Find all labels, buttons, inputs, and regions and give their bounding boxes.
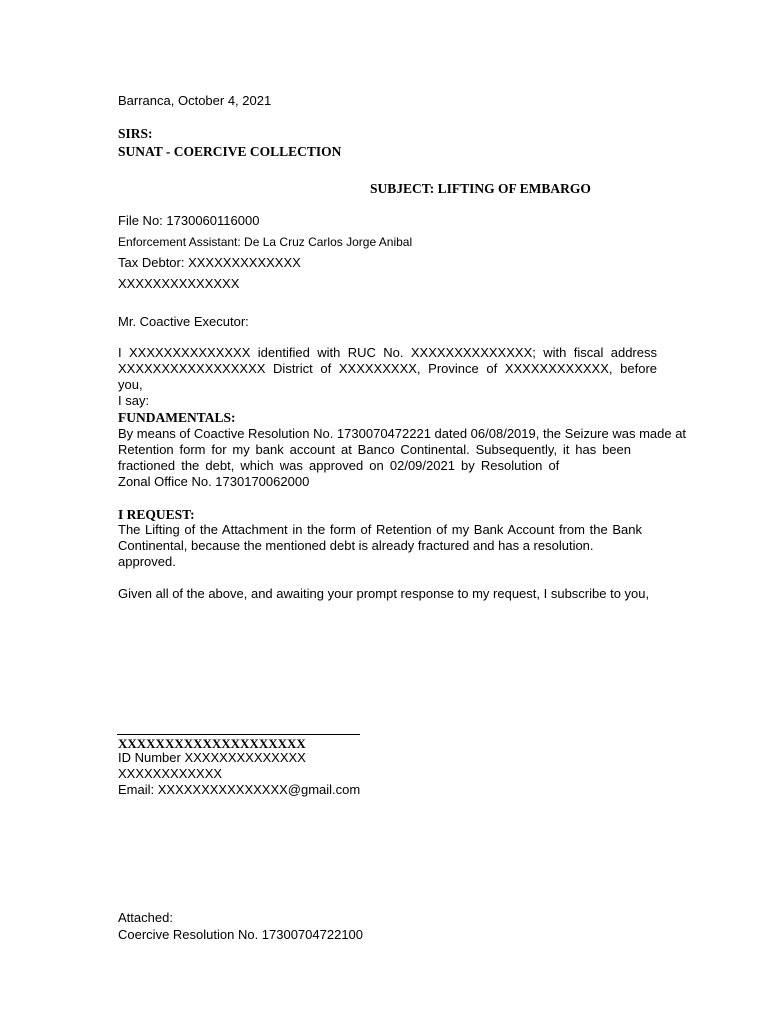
subject-line: SUBJECT: LIFTING OF EMBARGO (370, 181, 591, 196)
request-line: approved. (118, 554, 176, 569)
intro-line: I say: (118, 393, 150, 408)
salutation-recipient: SUNAT - COERCIVE COLLECTION (118, 144, 342, 159)
request-paragraph (118, 522, 642, 570)
attached-label: Attached: (118, 910, 173, 925)
signer-detail: XXXXXXXXXXXX (118, 766, 223, 781)
salutation-sirs: SIRS: (118, 126, 153, 141)
attached-item: Coercive Resolution No. 17300704722100 (118, 927, 364, 942)
fundamentals-heading: FUNDAMENTALS: (118, 410, 236, 425)
tax-debtor: Tax Debtor: XXXXXXXXXXXXX (118, 255, 301, 270)
date-line: Barranca, October 4, 2021 (118, 93, 272, 108)
closing-line: Given all of the above, and awaiting your prompt response to my request, I subscribe to you, (118, 586, 650, 601)
fundamentals-line: fractioned the debt, which was approved on 02/09/2021 by Resolution of (118, 458, 560, 473)
intro-line: I XXXXXXXXXXXXXX identified with RUC No. XXXXXXXXXXXXXX; with fiscal address (118, 345, 657, 360)
fundamentals-paragraph (118, 426, 687, 490)
tax-debtor-continued: XXXXXXXXXXXXXX (118, 276, 240, 291)
enforcement-assistant: Enforcement Assistant: De La Cruz Carlos Jorge Anibal (118, 235, 413, 249)
intro-paragraph (118, 345, 657, 409)
signer-email: Email: XXXXXXXXXXXXXXX@gmail.com (118, 782, 361, 797)
addressee: Mr. Coactive Executor: (118, 314, 249, 329)
id-number: ID Number XXXXXXXXXXXXXX (118, 750, 306, 765)
request-line: Continental, because the mentioned debt is already fractured and has a resolution. (118, 538, 594, 553)
intro-line: XXXXXXXXXXXXXXXXX District of XXXXXXXXX, Province of XXXXXXXXXXXX, before you, (118, 361, 657, 392)
fundamentals-line: By means of Coactive Resolution No. 1730070472221 dated 06/08/2019, the Seizure was made at (118, 426, 687, 441)
fundamentals-line: Zonal Office No. 1730170062000 (118, 474, 310, 489)
file-number: File No: 1730060116000 (118, 213, 260, 228)
request-line: The Lifting of the Attachment in the form of Retention of my Bank Account from the Bank (118, 522, 642, 537)
request-heading: I REQUEST: (118, 507, 195, 522)
signature-name: XXXXXXXXXXXXXXXXXXXX (118, 736, 306, 751)
fundamentals-line: Retention form for my bank account at Banco Continental. Subsequently, it has been (118, 442, 631, 457)
